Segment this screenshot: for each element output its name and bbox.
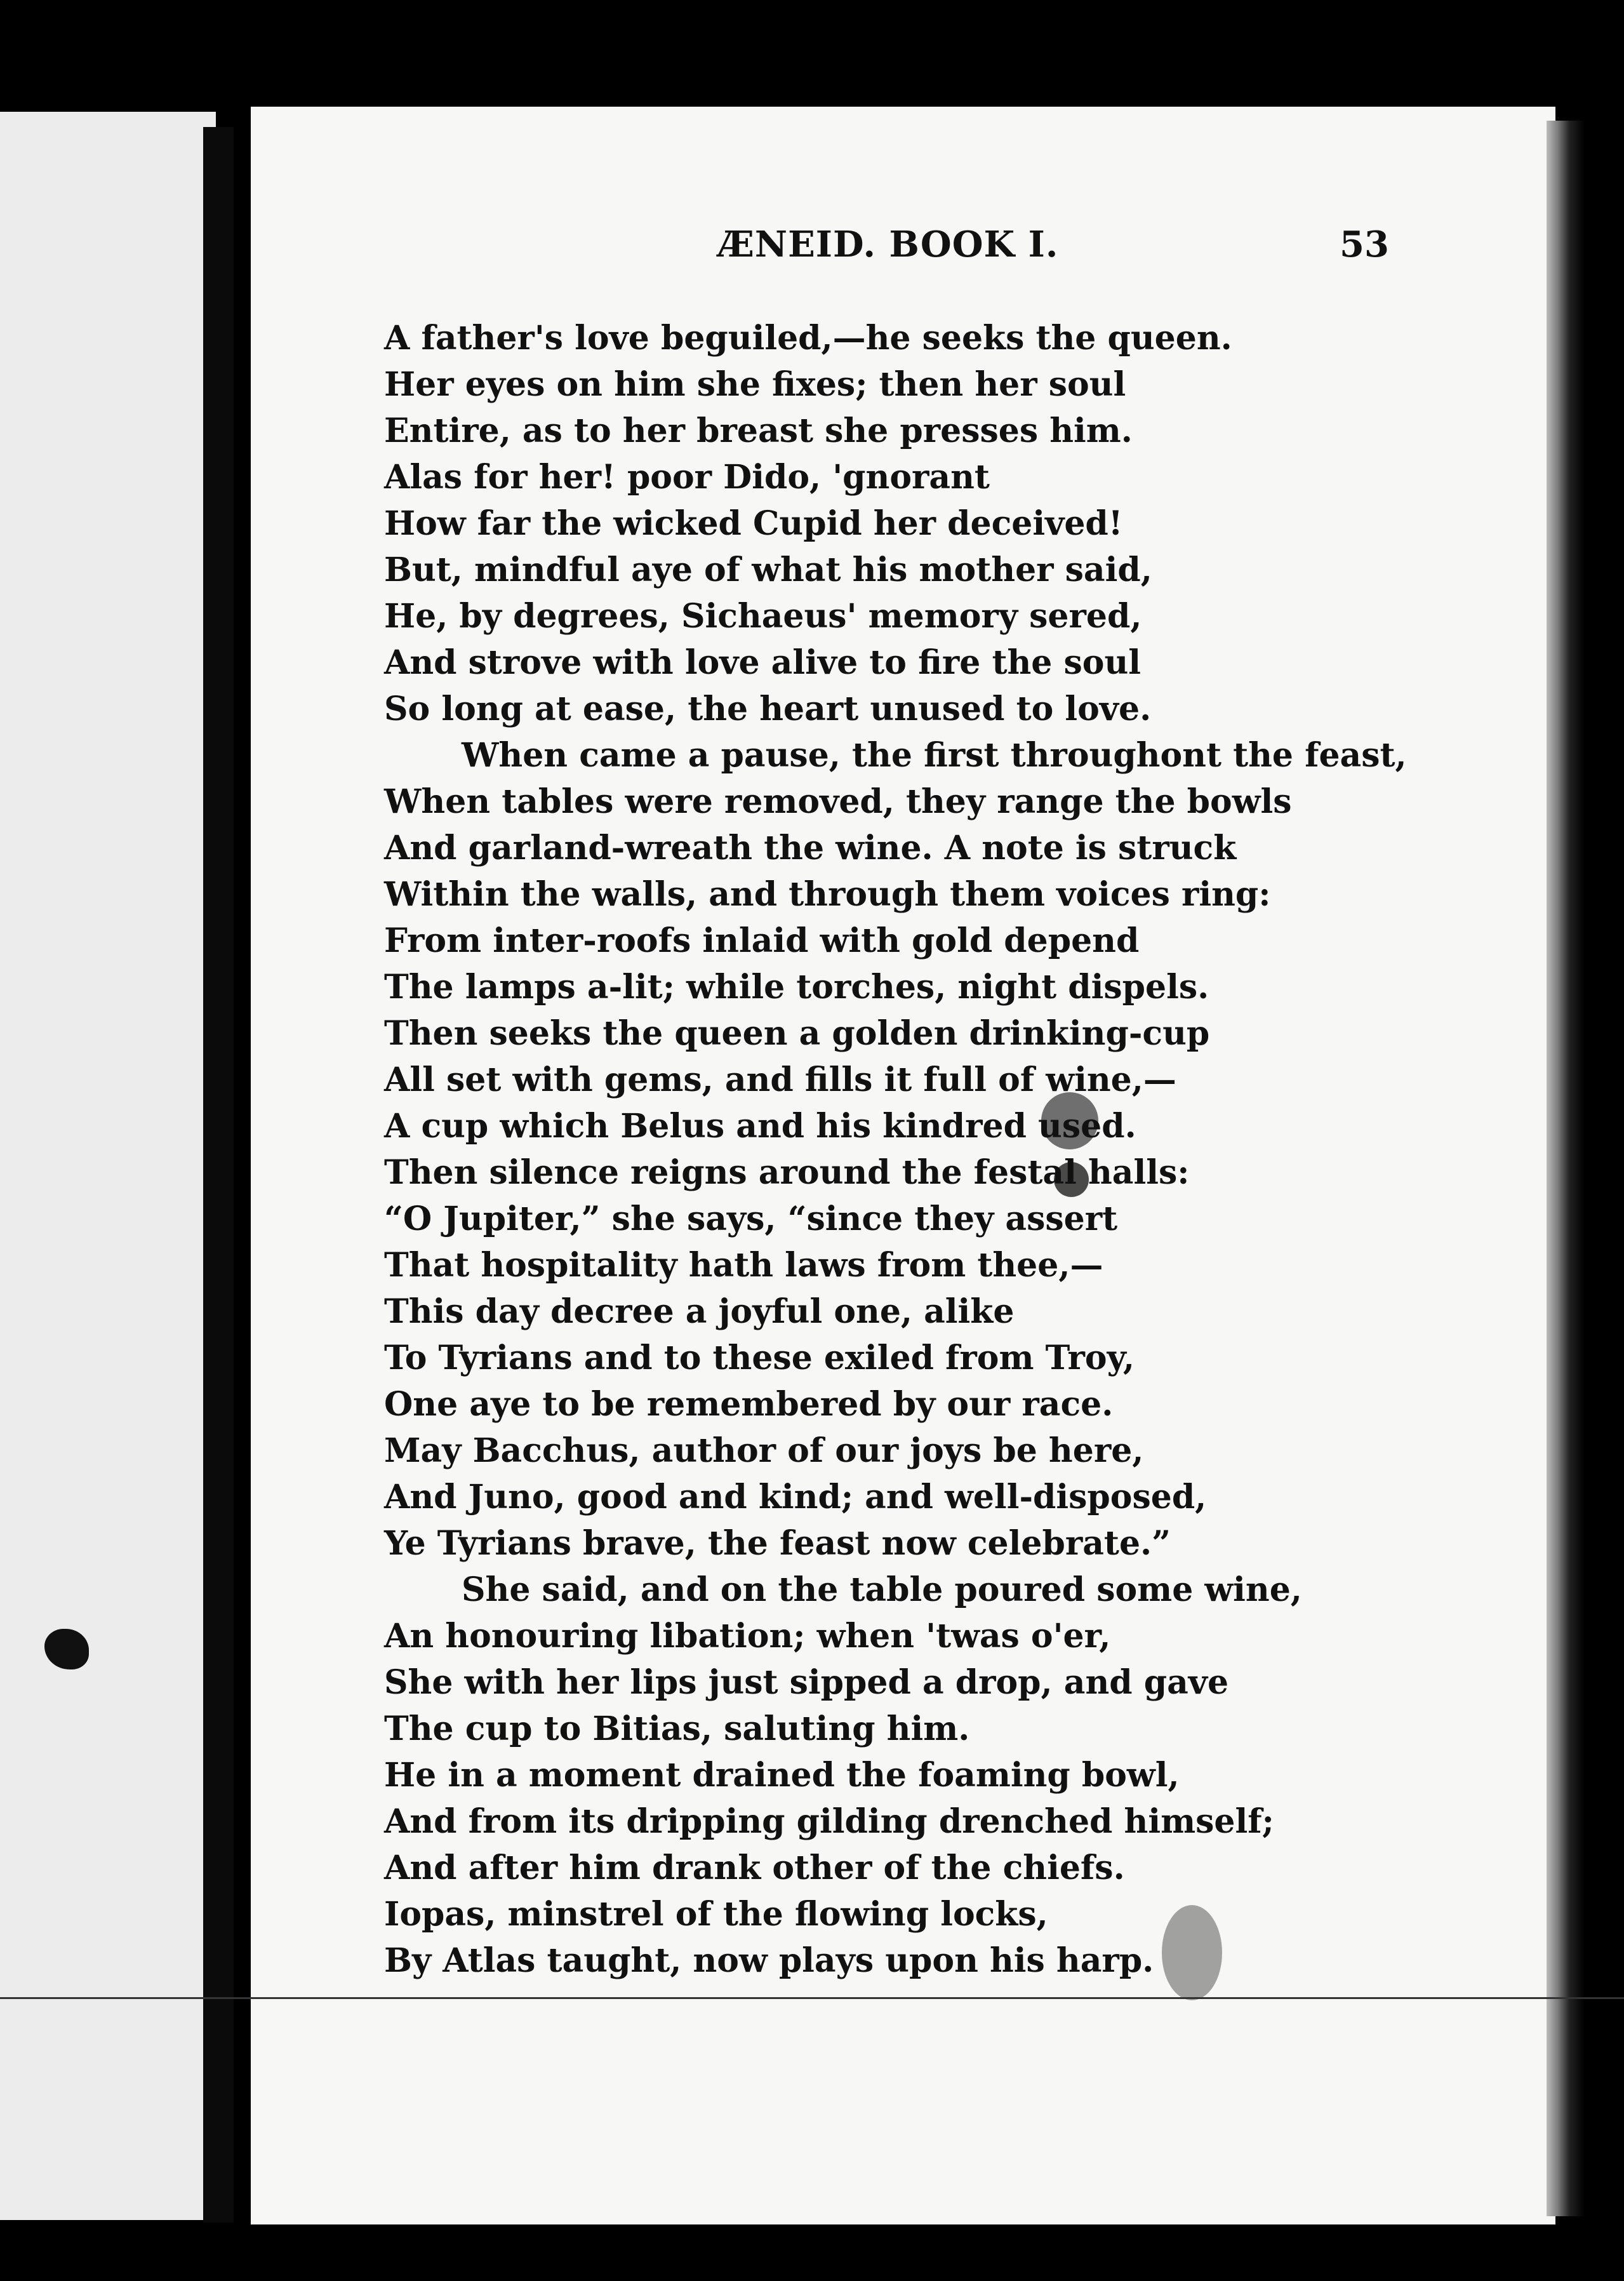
text-line: He in a moment drained the foaming bowl, [384,1756,1180,1795]
text-line: “O Jupiter,” she says, “since they assert [384,1200,1118,1238]
book-gutter [203,127,234,2223]
text-line: Iopas, minstrel of the flowing locks, [384,1895,1048,1934]
text-line: Entire, as to her breast she presses him. [384,411,1133,450]
facing-page-edge [0,112,216,2220]
text-line: All set with gems, and fills it full of wine,— [384,1060,1176,1099]
text-line: By Atlas taught, now plays upon his harp. [384,1941,1154,1980]
text-line: Then silence reigns around the festal halls: [384,1153,1190,1192]
text-line: Her eyes on him she fixes; then her soul [384,365,1126,404]
text-line: When came a pause, the first throughont the feast, [462,736,1407,775]
page-edge-shadow [1547,121,1585,2216]
text-line: She with her lips just sipped a drop, and gave [384,1663,1229,1702]
text-line: And from its dripping gilding drenched himself; [384,1802,1274,1841]
text-line: Ye Tyrians brave, the feast now celebrate.” [384,1524,1171,1563]
text-line: And after him drank other of the chiefs. [384,1849,1125,1887]
text-line: How far the wicked Cupid her deceived! [384,504,1123,543]
text-line: This day decree a joyful one, alike [384,1292,1015,1331]
text-line: A father's love beguiled,—he seeks the queen. [384,319,1232,358]
text-line: She said, and on the table poured some wine, [462,1570,1302,1609]
poem-text [384,315,1407,1984]
text-line: And garland-wreath the wine. A note is struck [384,829,1237,867]
page-header [251,224,1555,274]
text-line: One aye to be remembered by our race. [384,1385,1114,1424]
page-number: 53 [1340,224,1389,265]
running-head: ÆNEID. BOOK I. [717,224,1059,265]
text-line: And Juno, good and kind; and well-disposed, [384,1478,1207,1516]
text-line: He, by degrees, Sichaeus' memory sered, [384,597,1142,636]
text-line: From inter-roofs inlaid with gold depend [384,921,1140,960]
text-line: The cup to Bitias, saluting him. [384,1709,970,1748]
text-line: Alas for her! poor Dido, 'gnorant [384,458,990,497]
text-line: Then seeks the queen a golden drinking-cup [384,1014,1210,1053]
text-line: May Bacchus, author of our joys be here, [384,1431,1144,1470]
text-line: But, mindful aye of what his mother said, [384,551,1152,589]
scan-rule-line [0,1997,1624,1999]
text-line: So long at ease, the heart unused to love. [384,690,1152,728]
text-line: A cup which Belus and his kindred used. [384,1107,1136,1146]
text-line: Within the walls, and through them voices ring: [384,875,1271,914]
text-line: When tables were removed, they range the bowls [384,782,1292,821]
text-line: An honouring libation; when 'twas o'er, [384,1617,1111,1656]
text-line: The lamps a-lit; while torches, night dispels. [384,968,1209,1007]
text-line: And strove with love alive to fire the soul [384,643,1141,682]
text-line: That hospitality hath laws from thee,— [384,1246,1103,1285]
text-line: To Tyrians and to these exiled from Troy, [384,1339,1135,1377]
